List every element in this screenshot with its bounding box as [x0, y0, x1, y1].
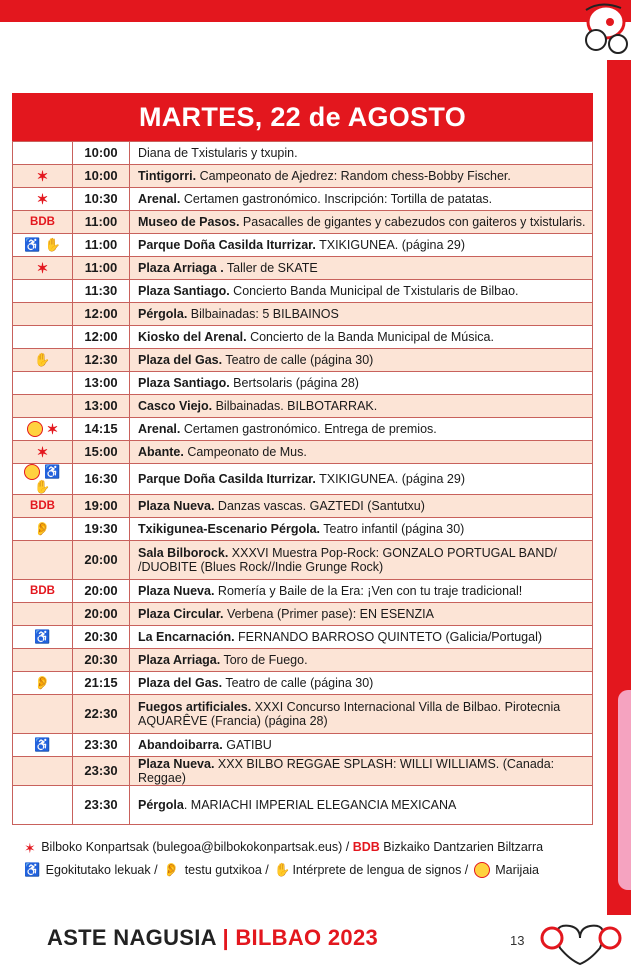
row-description — [130, 734, 593, 757]
row-description — [130, 211, 593, 234]
table-row — [13, 188, 593, 211]
wheelchair-icon: ♿ — [24, 862, 41, 878]
marijaia-icon — [27, 421, 43, 437]
row-icons — [13, 541, 73, 580]
row-place: Sala Bilborock. — [138, 546, 229, 561]
row-text: FERNANDO BARROSO QUINTETO (Galicia/Portugal) — [234, 630, 543, 645]
row-icons — [13, 326, 73, 349]
row-time: 13:00 — [73, 372, 130, 395]
table-row — [13, 280, 593, 303]
table-row — [13, 326, 593, 349]
row-place: Txikigunea-Escenario Pérgola. — [138, 522, 321, 537]
row-icons — [13, 395, 73, 418]
row-time: 23:30 — [73, 757, 130, 786]
row-time: 11:30 — [73, 280, 130, 303]
row-icons — [13, 495, 73, 518]
legend-line-1 — [22, 836, 543, 859]
table-row — [13, 464, 593, 495]
row-description — [130, 303, 593, 326]
row-icons — [13, 211, 73, 234]
legend-testu: testu gutxikoa / — [184, 862, 269, 877]
table-row — [13, 603, 593, 626]
row-time: 20:30 — [73, 649, 130, 672]
star-icon: ✶ — [24, 839, 36, 856]
row-place: Plaza Santiago. — [138, 284, 230, 298]
row-icons — [13, 188, 73, 211]
row-time: 13:00 — [73, 395, 130, 418]
row-time: 21:15 — [73, 672, 130, 695]
table-row — [13, 257, 593, 280]
row-place: Arenal. — [138, 192, 181, 206]
row-icons — [13, 672, 73, 695]
row-icons — [13, 349, 73, 372]
row-icons — [13, 786, 73, 825]
row-place: Plaza del Gas. — [138, 353, 223, 367]
star-icon: ✶ — [36, 168, 49, 185]
row-text: Bilbainadas: 5 BILBAINOS — [187, 307, 339, 321]
row-icons — [13, 303, 73, 326]
row-icons — [13, 280, 73, 303]
row-description — [130, 672, 593, 695]
row-description — [130, 188, 593, 211]
table-row — [13, 757, 593, 786]
row-place: Casco Viejo. — [138, 399, 213, 413]
row-place: Museo de Pasos. — [138, 215, 240, 229]
row-text: Bilbainadas. BILBOTARRAK. — [212, 399, 378, 413]
row-text: Teatro de calle (página 30) — [222, 353, 374, 367]
row-description — [130, 165, 593, 188]
row-text: Romería y Baile de la Era: ¡Ven con tu traje tradicional! — [214, 584, 523, 599]
row-text: Danzas vascas. GAZTEDI (Santutxu) — [214, 499, 425, 514]
wheelchair-icon: ♿ — [24, 237, 41, 253]
row-time: 10:30 — [73, 188, 130, 211]
table-row — [13, 626, 593, 649]
row-text: Toro de Fuego. — [220, 653, 308, 668]
wheelchair-icon: ♿ — [44, 464, 61, 479]
row-text: XXX BILBO REGGAE SPLASH: WILLI WILLIAMS. (Canada: Reggae) — [138, 757, 555, 786]
table-row — [13, 372, 593, 395]
legend-line-2 — [22, 859, 543, 882]
table-row — [13, 695, 593, 734]
row-text: . MARIACHI IMPERIAL ELEGANCIA MEXICANA — [183, 798, 457, 813]
row-place: Abandoibarra. — [138, 738, 223, 753]
row-description — [130, 580, 593, 603]
table-row — [13, 441, 593, 464]
row-text: XXXI Concurso Internacional Villa de Bilbao. Pirotecnia AQUARÊVE (Francia) (página 28) — [138, 700, 561, 729]
row-time: 11:00 — [73, 211, 130, 234]
table-row — [13, 495, 593, 518]
row-description — [130, 626, 593, 649]
row-place: Plaza Circular. — [138, 607, 224, 622]
row-text: Certamen gastronómico. Entrega de premios. — [180, 422, 437, 436]
row-icons — [13, 695, 73, 734]
table-row — [13, 211, 593, 234]
row-time: 23:30 — [73, 734, 130, 757]
row-text: Teatro infantil (página 30) — [320, 522, 465, 537]
row-time: 11:00 — [73, 257, 130, 280]
row-icons — [13, 234, 73, 257]
footer-city: BILBAO 2023 — [235, 925, 379, 950]
row-description — [130, 142, 593, 165]
row-place: Plaza Nueva. — [138, 757, 215, 772]
sign-language-icon: ✋ — [274, 862, 291, 878]
row-time: 23:30 — [73, 786, 130, 825]
row-description — [130, 441, 593, 464]
row-time: 22:30 — [73, 695, 130, 734]
row-time: 10:00 — [73, 142, 130, 165]
row-icons — [13, 649, 73, 672]
row-place: La Encarnación. — [138, 630, 235, 645]
row-time: 15:00 — [73, 441, 130, 464]
legend-biltzarra: Bizkaiko Dantzarien Biltzarra — [383, 840, 544, 854]
row-place: Plaza Arriaga . — [138, 261, 224, 275]
row-description — [130, 234, 593, 257]
row-description — [130, 649, 593, 672]
bdb-icon: BDB — [30, 585, 55, 598]
row-text: Verbena (Primer pase): EN ESENZIA — [223, 607, 434, 622]
row-place: Plaza Arriaga. — [138, 653, 221, 668]
row-place: Tintigorri. — [138, 169, 197, 183]
row-description — [130, 786, 593, 825]
row-time: 20:30 — [73, 626, 130, 649]
row-description — [130, 349, 593, 372]
row-place: Plaza Santiago. — [138, 376, 230, 390]
table-row — [13, 303, 593, 326]
row-description — [130, 603, 593, 626]
row-time: 20:00 — [73, 541, 130, 580]
marijaia-icon — [24, 464, 40, 480]
table-row — [13, 580, 593, 603]
row-time: 12:30 — [73, 349, 130, 372]
row-text: Campeonato de Ajedrez: Random chess-Bobby Fischer. — [196, 169, 511, 183]
legend-egokitutako: Egokitutako lekuak / — [45, 862, 158, 877]
row-time: 19:30 — [73, 518, 130, 541]
row-icons — [13, 626, 73, 649]
row-icons — [13, 142, 73, 165]
table-row — [13, 672, 593, 695]
row-place: Fuegos artificiales. — [138, 700, 252, 715]
row-icons — [13, 734, 73, 757]
pink-decoration — [618, 690, 631, 890]
row-time: 20:00 — [73, 603, 130, 626]
row-place: Parque Doña Casilda Iturrizar. — [138, 472, 316, 487]
row-place: Pérgola — [138, 798, 184, 813]
row-place: Plaza Nueva. — [138, 584, 215, 599]
table-row — [13, 418, 593, 441]
day-title: MARTES, 22 de AGOSTO — [12, 93, 593, 141]
star-icon: ✶ — [46, 421, 59, 437]
row-text: Bertsolaris (página 28) — [229, 376, 359, 390]
row-description — [130, 372, 593, 395]
row-description — [130, 495, 593, 518]
row-icons — [13, 464, 73, 495]
row-text: XXXVI Muestra Pop-Rock: GONZALO PORTUGAL BAND/ /DUOBITE (Blues Rock//Indie Grunge Rock) — [138, 546, 557, 575]
row-description — [130, 518, 593, 541]
bdb-icon: BDB — [30, 500, 55, 513]
row-time: 19:00 — [73, 495, 130, 518]
row-description — [130, 280, 593, 303]
row-text: Concierto Banda Municipal de Txistularis de Bilbao. — [229, 284, 519, 298]
sign-language-icon: ✋ — [34, 352, 51, 368]
row-place: Plaza Nueva. — [138, 499, 215, 514]
footer-title — [47, 925, 378, 951]
ear-icon: 👂 — [34, 675, 51, 691]
table-row — [13, 786, 593, 825]
table-row — [13, 518, 593, 541]
table-row — [13, 395, 593, 418]
wheelchair-icon: ♿ — [34, 629, 51, 645]
marijaia-hands-icon — [566, 0, 631, 64]
row-place: Arenal. — [138, 422, 181, 436]
footer-separator: | — [222, 925, 229, 950]
row-description — [130, 541, 593, 580]
row-description — [130, 257, 593, 280]
legend-konpartsak: Bilboko Konpartsak (bulegoa@bilbokokonpartsak.eus) / — [41, 840, 350, 854]
row-text: TXIKIGUNEA. (página 29) — [315, 238, 465, 252]
table-row — [13, 234, 593, 257]
row-description — [130, 326, 593, 349]
legend — [22, 836, 543, 881]
schedule-table — [12, 93, 593, 825]
star-icon: ✶ — [36, 191, 49, 208]
row-text: Certamen gastronómico. Inscripción: Tortilla de patatas. — [180, 192, 493, 206]
row-place: Abante. — [138, 445, 184, 459]
row-place: Parque Doña Casilda Iturrizar. — [138, 238, 316, 252]
table-row — [13, 649, 593, 672]
footer-event: ASTE NAGUSIA — [47, 925, 217, 950]
row-time: 11:00 — [73, 234, 130, 257]
ear-icon: 👂 — [163, 862, 180, 878]
row-text: Pasacalles de gigantes y cabezudos con gaiteros y txistularis. — [239, 215, 586, 229]
row-text: Taller de SKATE — [223, 261, 318, 275]
heart-hands-icon — [530, 908, 631, 968]
row-description — [130, 464, 593, 495]
marijaia-icon — [474, 862, 490, 878]
row-icons — [13, 580, 73, 603]
row-time: 12:00 — [73, 303, 130, 326]
row-text: Concierto de la Banda Municipal de Música. — [246, 330, 494, 344]
bdb-icon: BDB — [30, 216, 55, 229]
wheelchair-icon: ♿ — [34, 737, 51, 753]
row-icons — [13, 257, 73, 280]
row-icons — [13, 518, 73, 541]
sign-language-icon: ✋ — [44, 237, 61, 253]
row-place: Pérgola. — [138, 307, 188, 321]
table-row — [13, 734, 593, 757]
row-icons — [13, 441, 73, 464]
row-icons — [13, 418, 73, 441]
row-time: 10:00 — [73, 165, 130, 188]
row-description — [130, 418, 593, 441]
legend-bdb: BDB — [352, 840, 380, 854]
row-time: 14:15 — [73, 418, 130, 441]
star-icon: ✶ — [36, 260, 49, 277]
row-time: 16:30 — [73, 464, 130, 495]
row-place: Plaza del Gas. — [138, 676, 223, 691]
row-text: GATIBU — [222, 738, 272, 753]
sign-language-icon: ✋ — [34, 479, 51, 495]
row-text: Diana de Txistularis y txupin. — [138, 146, 298, 160]
table-row — [13, 349, 593, 372]
row-text: Campeonato de Mus. — [183, 445, 307, 459]
legend-marijaia: Marijaia — [495, 862, 540, 877]
star-icon: ✶ — [36, 444, 49, 461]
ear-icon: 👂 — [34, 521, 51, 537]
table-row — [13, 142, 593, 165]
row-icons — [13, 757, 73, 786]
table-row — [13, 165, 593, 188]
row-icons — [13, 603, 73, 626]
legend-interprete: Intérprete de lengua de signos / — [292, 862, 469, 877]
row-text: TXIKIGUNEA. (página 29) — [315, 472, 465, 487]
row-description — [130, 695, 593, 734]
row-icons — [13, 372, 73, 395]
row-time: 12:00 — [73, 326, 130, 349]
page-number: 13 — [510, 933, 525, 948]
row-time: 20:00 — [73, 580, 130, 603]
row-place: Kiosko del Arenal. — [138, 330, 247, 344]
row-icons — [13, 165, 73, 188]
top-red-bar — [0, 0, 631, 22]
row-description — [130, 757, 593, 786]
table-row — [13, 541, 593, 580]
row-description — [130, 395, 593, 418]
row-text: Teatro de calle (página 30) — [222, 676, 374, 691]
